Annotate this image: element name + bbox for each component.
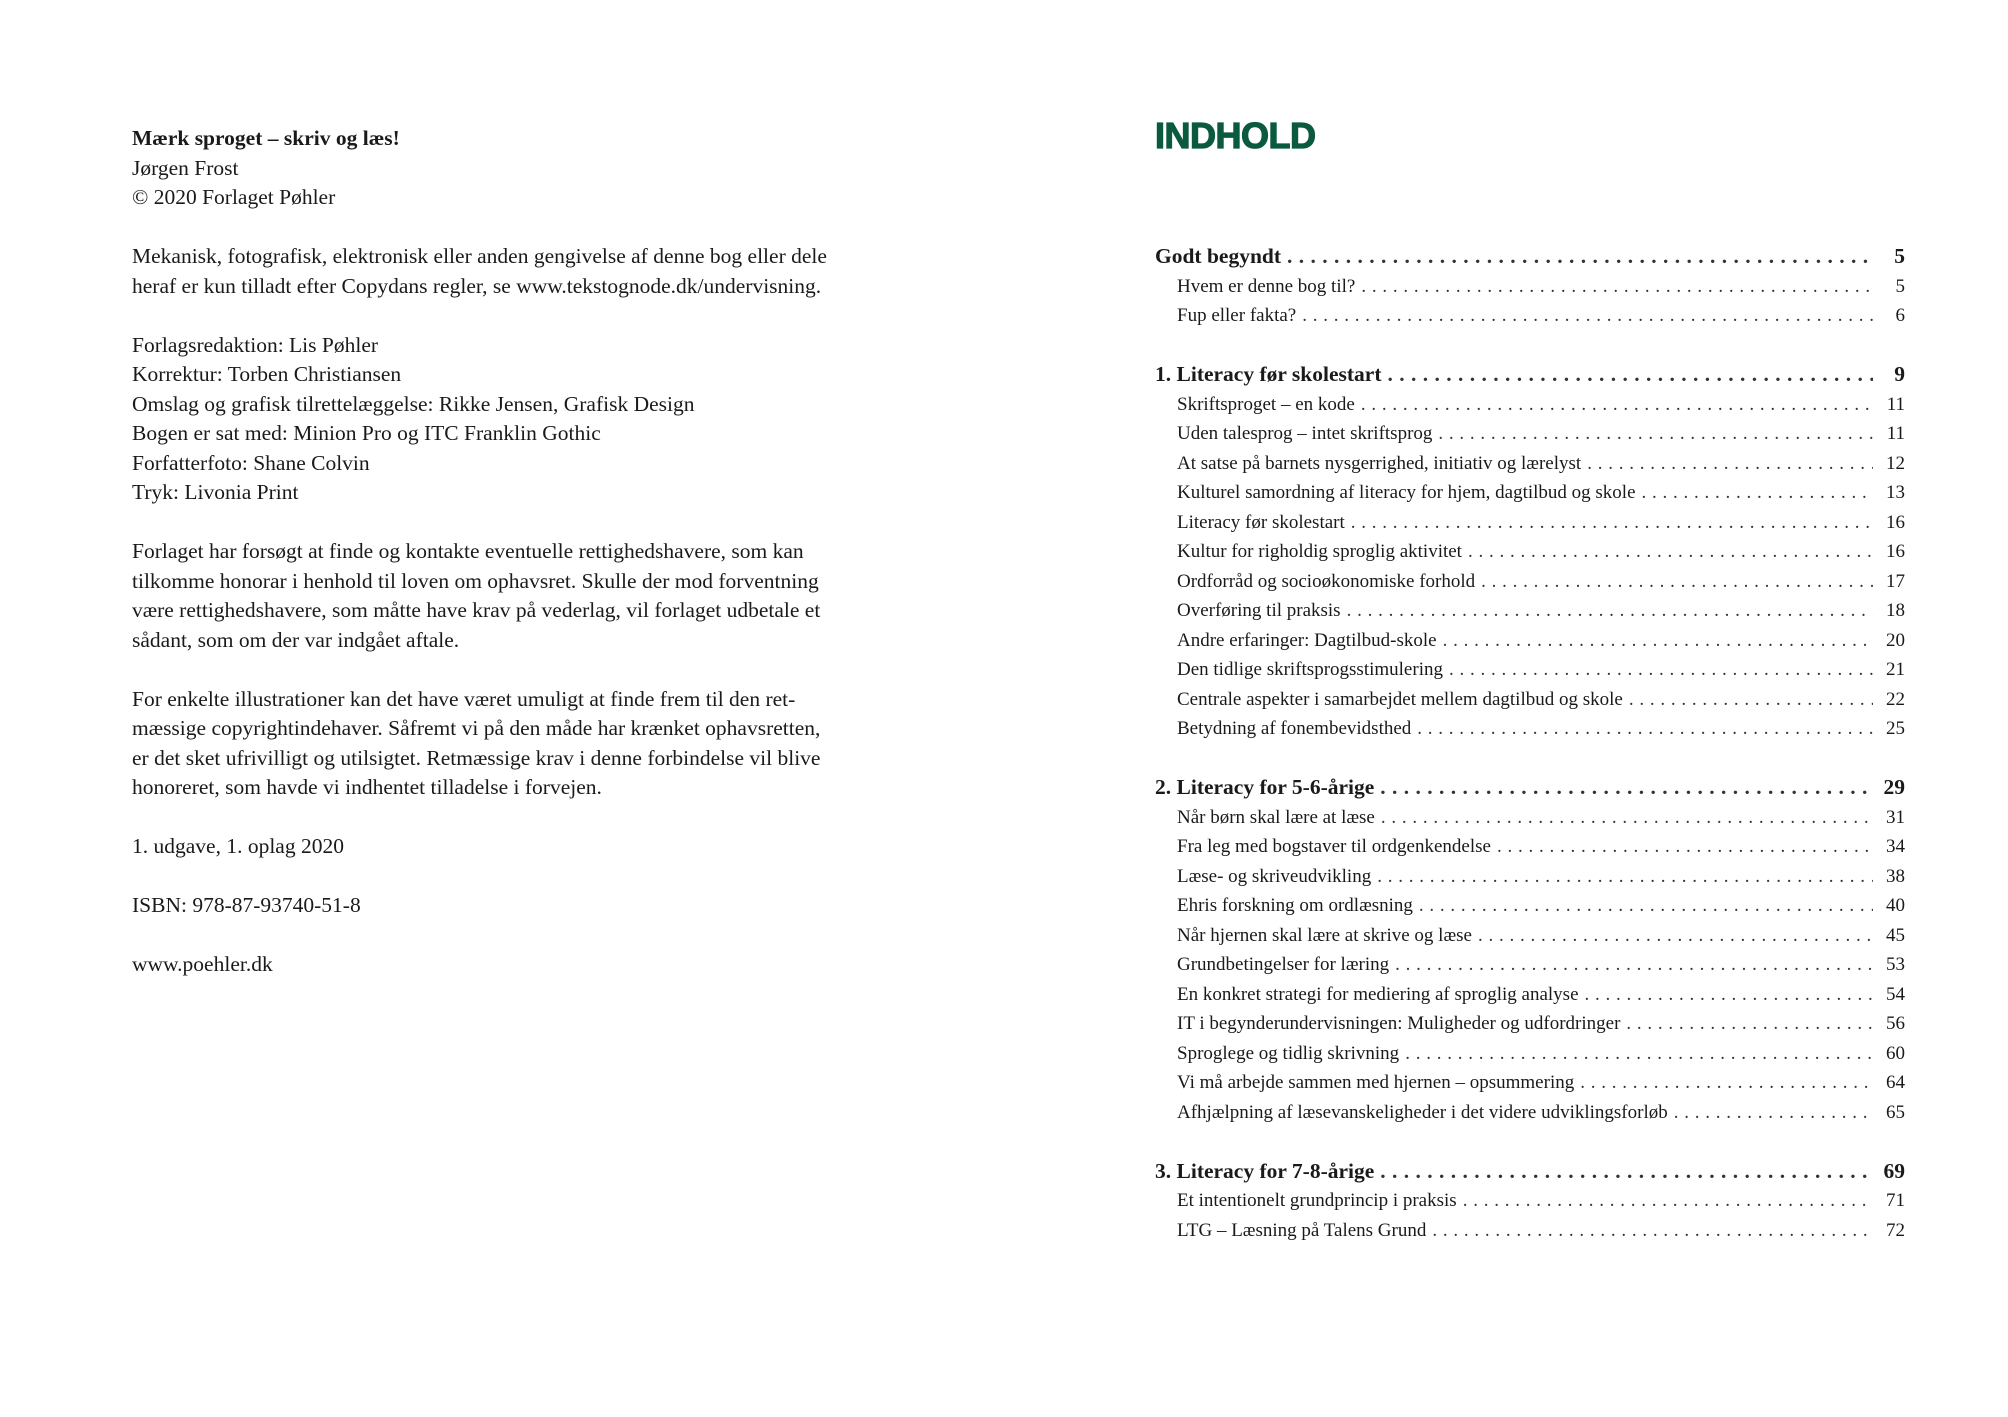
dot-leader	[1405, 1039, 1873, 1069]
toc-entry-page-number: 18	[1886, 600, 1905, 621]
toc-entry-page-number: 31	[1886, 806, 1905, 828]
credits	[132, 331, 912, 508]
credit-line: Forfatterfoto: Shane Colvin	[132, 450, 370, 475]
contents-page	[1155, 112, 1905, 1275]
text-line: sådant, som om der var indgået aftale.	[132, 627, 460, 652]
toc-entry-title: IT i begynderundervisningen: Muligheder og udfordringer	[1177, 1013, 1621, 1034]
toc-entry-title: Kulturel samordning af literacy for hjem, dagtilbud og skole	[1177, 482, 1636, 503]
toc-entry[interactable]	[1155, 537, 1905, 567]
toc-chapter-page-number: 9	[1894, 362, 1905, 386]
dot-leader	[1585, 980, 1873, 1010]
dot-leader	[1481, 567, 1873, 597]
toc-entry-title: Overføring til praksis	[1177, 600, 1341, 621]
text-line: heraf er kun tilladt efter Copydans regler, se www.tekstognode.dk/undervisning.	[132, 273, 822, 298]
toc-section	[1155, 1157, 1905, 1246]
website-text: www.poehler.dk	[132, 952, 273, 976]
toc-entry-page-number: 11	[1886, 423, 1905, 444]
toc-entry-page-number: 34	[1886, 836, 1905, 857]
rights-paragraph	[132, 242, 912, 301]
dot-leader	[1642, 478, 1873, 508]
toc-entry[interactable]	[1155, 685, 1905, 715]
toc-entry[interactable]	[1155, 478, 1905, 508]
credit-line: Omslag og grafisk tilrettelæggelse: Rikke Jensen, Grafisk Design	[132, 391, 695, 416]
dot-leader	[1388, 360, 1874, 390]
dot-leader	[1478, 921, 1873, 951]
toc-entry-title: Ehris forskning om ordlæsning	[1177, 895, 1413, 916]
toc-entry[interactable]	[1155, 1098, 1905, 1128]
dot-leader	[1417, 714, 1873, 744]
dot-leader	[1449, 655, 1873, 685]
toc-entry-page-number: 22	[1886, 688, 1905, 710]
dot-leader	[1395, 950, 1873, 980]
toc-section	[1155, 360, 1905, 744]
toc-entry[interactable]	[1155, 301, 1905, 331]
toc-chapter-title: 1. Literacy før skolestart	[1155, 362, 1382, 386]
toc-entry-title: Afhjælpning af læsevanskeligheder i det videre udviklingsforløb	[1177, 1101, 1668, 1123]
book-info	[132, 124, 912, 213]
credit-line: Tryk: Livonia Print	[132, 480, 299, 504]
toc-entry-page-number: 17	[1886, 570, 1905, 592]
toc-entry[interactable]	[1155, 596, 1905, 626]
toc-entry[interactable]	[1155, 1009, 1905, 1039]
dot-leader	[1361, 390, 1873, 420]
toc-entry-title: Fra leg med bogstaver til ordgenkendelse	[1177, 836, 1491, 857]
toc-chapter-page-number: 29	[1883, 775, 1905, 799]
toc-entry-page-number: 21	[1886, 659, 1905, 680]
toc-entry-title: Ordforråd og socioøkonomiske forhold	[1177, 570, 1476, 592]
toc-entry-title: LTG – Læsning på Talens Grund	[1177, 1219, 1427, 1241]
toc-entry[interactable]	[1155, 714, 1905, 744]
copyright: © 2020 Forlaget Pøhler	[132, 185, 336, 209]
toc-entry[interactable]	[1155, 832, 1905, 862]
toc-chapter-title: 3. Literacy for 7-8-årige	[1155, 1158, 1375, 1183]
toc-entry-title: Literacy før skolestart	[1177, 511, 1345, 533]
toc-entry-title: Læse- og skriveudvikling	[1177, 865, 1372, 887]
toc-entry-page-number: 38	[1886, 865, 1905, 887]
toc-heading: INDHOLD	[1155, 115, 1316, 156]
toc-entry-page-number: 71	[1886, 1190, 1905, 1211]
toc-entry[interactable]	[1155, 950, 1905, 980]
credit-line: Forlagsredaktion: Lis Pøhler	[132, 332, 379, 357]
illustrations-paragraph	[132, 685, 912, 803]
toc-entry[interactable]	[1155, 508, 1905, 538]
toc-section	[1155, 242, 1905, 331]
website	[132, 950, 912, 980]
toc-entry[interactable]	[1155, 626, 1905, 656]
dot-leader	[1361, 272, 1873, 302]
royalty-paragraph	[132, 537, 912, 655]
dot-leader	[1463, 1186, 1873, 1216]
dot-leader	[1419, 891, 1873, 921]
toc-chapter[interactable]	[1155, 242, 1905, 272]
toc-entry[interactable]	[1155, 390, 1905, 420]
toc-entry-title: Et intentionelt grundprincip i praksis	[1177, 1190, 1457, 1211]
toc-chapter[interactable]	[1155, 360, 1905, 390]
text-line: Forlaget har forsøgt at finde og kontakte eventuelle rettighedshavere, som kan	[132, 539, 804, 563]
toc-entry-title: Hvem er denne bog til?	[1177, 275, 1356, 297]
text-line: tilkomme honorar i henhold til loven om ophavsret. Skulle der mod forventning	[132, 568, 819, 593]
toc-entry[interactable]	[1155, 419, 1905, 449]
toc-entry-page-number: 5	[1895, 275, 1905, 297]
toc-entry-title: Vi må arbejde sammen med hjernen – opsummering	[1177, 1072, 1575, 1093]
toc-chapter-page-number: 69	[1883, 1158, 1905, 1183]
dot-leader	[1287, 242, 1873, 272]
edition-text: 1. udgave, 1. oplag 2020	[132, 834, 344, 858]
toc-entry-title: En konkret strategi for mediering af sproglig analyse	[1177, 983, 1579, 1005]
toc-entry[interactable]	[1155, 1186, 1905, 1216]
toc-entry-title: Andre erfaringer: Dagtilbud-skole	[1177, 629, 1437, 651]
toc-section	[1155, 773, 1905, 1127]
text-line: mæssige copyrightindehaver. Såfremt vi på den måde har krænket ophavsretten,	[132, 716, 821, 740]
toc-entry-page-number: 25	[1886, 718, 1905, 739]
toc-entry-page-number: 13	[1886, 482, 1905, 503]
dot-leader	[1347, 596, 1873, 626]
dot-leader	[1497, 832, 1873, 862]
text-line: honoreret, som havde vi indhentet tilladelse i forvejen.	[132, 775, 602, 799]
dot-leader	[1380, 1157, 1873, 1187]
dot-leader	[1587, 449, 1873, 479]
dot-leader	[1580, 1068, 1873, 1098]
table-of-contents	[1155, 242, 1905, 1245]
credit-line: Korrektur: Torben Christiansen	[132, 362, 402, 386]
credit-line: Bogen er sat med: Minion Pro og ITC Franklin Gothic	[132, 421, 601, 445]
toc-entry[interactable]	[1155, 980, 1905, 1010]
toc-entry-page-number: 40	[1886, 895, 1905, 916]
toc-entry-page-number: 6	[1895, 305, 1905, 326]
toc-entry-page-number: 11	[1886, 393, 1905, 415]
toc-entry[interactable]	[1155, 449, 1905, 479]
author: Jørgen Frost	[132, 155, 239, 180]
colophon-page	[132, 124, 912, 1009]
toc-chapter-page-number: 5	[1894, 244, 1905, 268]
toc-entry-title: At satse på barnets nysgerrighed, initiativ og lærelyst	[1177, 452, 1582, 474]
toc-entry-page-number: 53	[1886, 954, 1905, 975]
dot-leader	[1302, 301, 1873, 331]
isbn-text: ISBN: 978-87-93740-51-8	[132, 893, 361, 917]
toc-chapter-title: Godt begyndt	[1155, 244, 1282, 268]
toc-entry-page-number: 72	[1886, 1219, 1905, 1241]
toc-entry-page-number: 16	[1886, 541, 1905, 562]
dot-leader	[1381, 803, 1873, 833]
toc-entry-title: Når børn skal lære at læse	[1177, 806, 1375, 828]
edition	[132, 832, 912, 862]
toc-entry-title: Centrale aspekter i samarbejdet mellem dagtilbud og skole	[1177, 688, 1623, 710]
text-line: For enkelte illustrationer kan det have været umuligt at finde frem til den ret-	[132, 686, 796, 711]
dot-leader	[1629, 685, 1873, 715]
text-line: er det sket ufrivilligt og utilsigtet. Retmæssige krav i denne forbindelse vil blive	[132, 745, 821, 770]
text-line: Mekanisk, fotografisk, elektronisk eller anden gengivelse af denne bog eller dele	[132, 244, 827, 268]
toc-entry-page-number: 45	[1886, 924, 1905, 946]
isbn	[132, 891, 912, 921]
toc-entry[interactable]	[1155, 567, 1905, 597]
toc-entry-page-number: 56	[1886, 1013, 1905, 1034]
toc-entry-page-number: 20	[1886, 629, 1905, 651]
dot-leader	[1443, 626, 1873, 656]
toc-entry-title: Betydning af fonembevidsthed	[1177, 718, 1412, 739]
toc-entry-title: Sproglege og tidlig skrivning	[1177, 1042, 1400, 1064]
toc-entry-title: Den tidlige skriftsprogsstimulering	[1177, 659, 1443, 680]
toc-entry[interactable]	[1155, 921, 1905, 951]
toc-entry[interactable]	[1155, 1039, 1905, 1069]
toc-entry[interactable]	[1155, 272, 1905, 302]
toc-entry-page-number: 60	[1886, 1042, 1905, 1064]
dot-leader	[1380, 773, 1873, 803]
dot-leader	[1468, 537, 1873, 567]
dot-leader	[1351, 508, 1873, 538]
toc-entry[interactable]	[1155, 891, 1905, 921]
toc-entry-page-number: 65	[1886, 1101, 1905, 1123]
toc-entry-title: Uden talesprog – intet skriftsprog	[1177, 423, 1433, 444]
toc-entry-page-number: 16	[1886, 511, 1905, 533]
text-line: være rettighedshavere, som måtte have krav på vederlag, vil forlaget udbetale et	[132, 598, 821, 622]
toc-entry-title: Når hjernen skal lære at skrive og læse	[1177, 924, 1472, 946]
toc-entry-page-number: 64	[1886, 1072, 1905, 1093]
toc-entry-page-number: 54	[1886, 983, 1905, 1005]
toc-chapter[interactable]	[1155, 773, 1905, 803]
toc-entry-title: Kultur for righoldig sproglig aktivitet	[1177, 541, 1462, 562]
toc-entry[interactable]	[1155, 1068, 1905, 1098]
dot-leader	[1674, 1098, 1873, 1128]
toc-entry[interactable]	[1155, 655, 1905, 685]
toc-entry[interactable]	[1155, 862, 1905, 892]
dot-leader	[1626, 1009, 1873, 1039]
dot-leader	[1438, 419, 1873, 449]
toc-entry-page-number: 12	[1886, 452, 1905, 474]
toc-entry-title: Grundbetingelser for læring	[1177, 954, 1390, 975]
dot-leader	[1377, 862, 1873, 892]
book-title: Mærk sproget – skriv og læs!	[132, 126, 400, 150]
toc-chapter[interactable]	[1155, 1157, 1905, 1187]
toc-entry[interactable]	[1155, 1216, 1905, 1246]
toc-chapter-title: 2. Literacy for 5-6-årige	[1155, 775, 1375, 799]
dot-leader	[1432, 1216, 1873, 1246]
toc-entry-title: Skriftsproget – en kode	[1177, 393, 1355, 415]
toc-entry-title: Fup eller fakta?	[1177, 305, 1297, 326]
toc-entry[interactable]	[1155, 803, 1905, 833]
